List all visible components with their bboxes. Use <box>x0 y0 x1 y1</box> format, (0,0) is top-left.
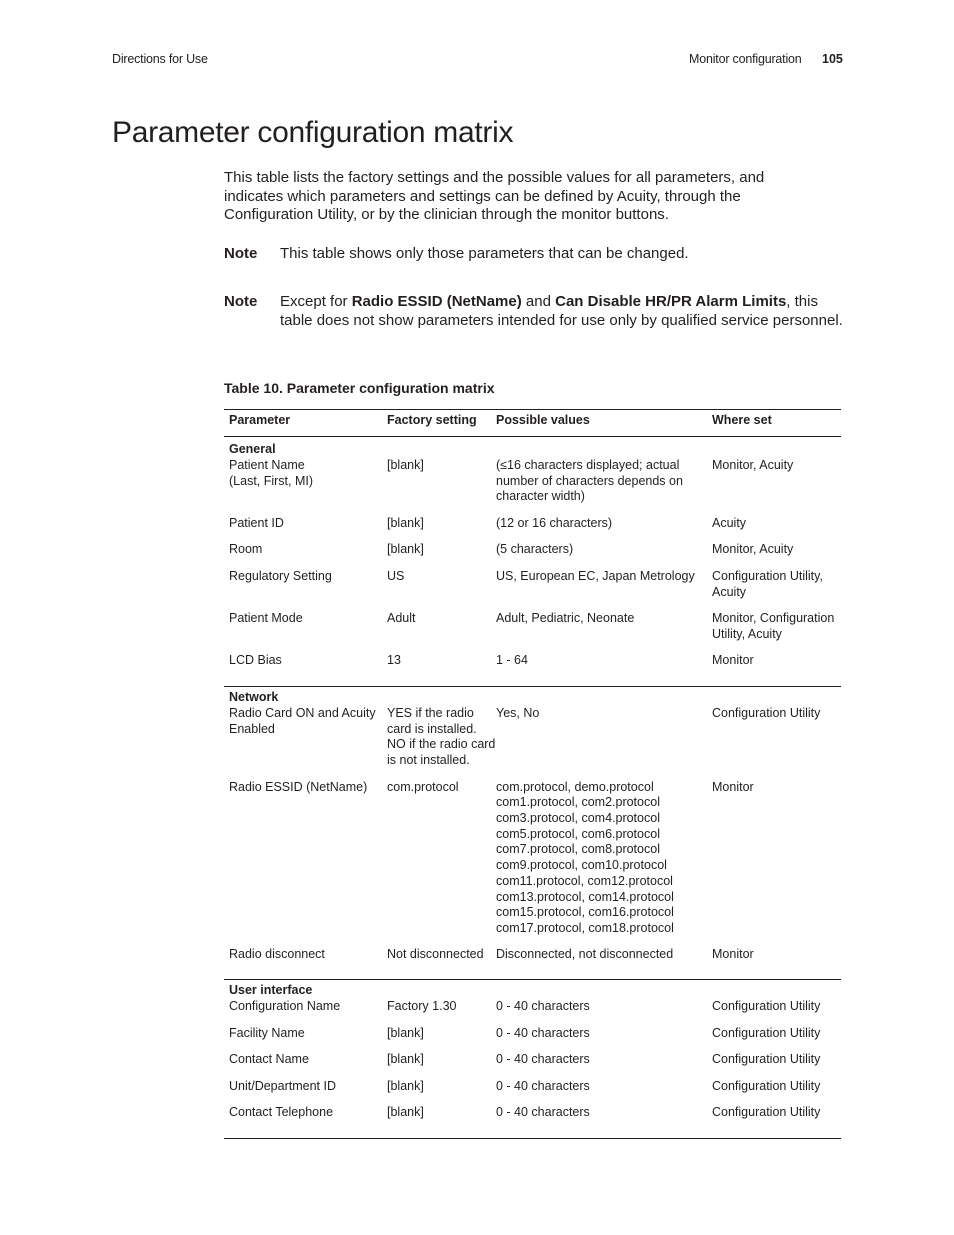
running-header-left: Directions for Use <box>112 52 208 66</box>
parameter-cell: Contact Telephone <box>229 1105 334 1119</box>
table-row <box>224 516 841 543</box>
table-row <box>224 1105 841 1132</box>
table-row <box>224 1079 841 1106</box>
column-header: Where set <box>712 413 772 427</box>
parameter-cell: LCD Bias <box>229 653 282 668</box>
where-set-cell: Configuration Utility <box>712 1052 821 1066</box>
parameter-cell: Unit/Department ID <box>229 1078 336 1093</box>
note-text-part: , this table does not show parameters intended for use only by qualified service personnel. <box>280 293 843 329</box>
factory-setting-cell: [blank] <box>387 1105 424 1119</box>
factory-setting-cell: [blank] <box>387 515 424 530</box>
table-caption: Table 10. Parameter configuration matrix <box>224 380 495 396</box>
where-set-cell: Configuration Utility <box>712 999 821 1013</box>
running-header-section: Monitor configuration <box>689 52 802 66</box>
possible-values-cell: (≤16 characters displayed; actual number of characters depends on character width) <box>496 458 683 504</box>
parameter-cell: Contact Name <box>229 1052 309 1066</box>
possible-values-cell: (5 characters) <box>496 542 574 557</box>
possible-values-cell: 0 - 40 characters <box>496 1025 590 1040</box>
column-header: Parameter <box>229 413 291 427</box>
possible-values-cell: com.protocol, demo.protocol com1.protocol, com2.protocol com3.protocol, com4.protocol com5.protocol, com6.protocol com7.protocol, com8.protocol com9.protocol, com10.protocol com11.protocol, com12.protocol com13.protocol, com14.protocol com15.protocol, com16.protocol com17.protocol, com18.protocol <box>496 779 674 935</box>
table-row <box>224 1052 841 1079</box>
where-set-cell: Configuration Utility <box>712 1025 821 1040</box>
note-bold-term: Can Disable HR/PR Alarm Limits <box>555 293 787 310</box>
parameter-cell: Configuration Name <box>229 999 341 1013</box>
possible-values-cell: Yes, No <box>496 706 540 720</box>
possible-values-cell: 0 - 40 characters <box>496 1052 590 1066</box>
possible-values-cell: US, European EC, Japan Metrology <box>496 568 695 583</box>
factory-setting-cell: com.protocol <box>387 779 459 794</box>
table-header-row <box>224 410 841 437</box>
parameter-cell: Patient Name (Last, First, MI) <box>229 458 314 488</box>
table-row <box>224 706 841 780</box>
possible-values-cell: 0 - 40 characters <box>496 1078 590 1093</box>
table-section <box>224 687 841 980</box>
factory-setting-cell: [blank] <box>387 458 424 472</box>
table-section <box>224 439 841 687</box>
where-set-cell: Configuration Utility, Acuity <box>712 568 823 599</box>
note-text: This table shows only those parameters that can be changed. <box>280 245 689 262</box>
column-header: Possible values <box>496 413 590 427</box>
column-header: Factory setting <box>387 413 477 427</box>
table-row <box>224 542 841 569</box>
where-set-cell: Configuration Utility <box>712 1105 821 1119</box>
table-row <box>224 569 841 611</box>
section-title: User interface <box>229 983 313 997</box>
table-row <box>224 780 841 948</box>
where-set-cell: Monitor, Acuity <box>712 542 794 557</box>
where-set-cell: Monitor <box>712 947 754 962</box>
parameter-cell: Radio ESSID (NetName) <box>229 779 368 794</box>
table-row <box>224 611 841 653</box>
factory-setting-cell: [blank] <box>387 542 424 557</box>
where-set-cell: Monitor <box>712 779 754 794</box>
parameter-table <box>224 409 841 1139</box>
table-row <box>224 999 841 1026</box>
note-text-part: Except for <box>280 293 352 310</box>
table-row <box>224 458 841 516</box>
factory-setting-cell: US <box>387 568 405 583</box>
possible-values-cell: Disconnected, not disconnected <box>496 947 674 962</box>
parameter-cell: Radio Card ON and Acuity Enabled <box>229 706 376 736</box>
note-text <box>280 293 844 330</box>
possible-values-cell: 0 - 40 characters <box>496 999 590 1013</box>
where-set-cell: Configuration Utility <box>712 1078 821 1093</box>
where-set-cell: Acuity <box>712 515 747 530</box>
factory-setting-cell: [blank] <box>387 1025 424 1040</box>
note-label: Note <box>224 245 258 262</box>
parameter-cell: Facility Name <box>229 1025 305 1040</box>
parameter-cell: Room <box>229 542 263 557</box>
note-label: Note <box>224 293 258 310</box>
where-set-cell: Configuration Utility <box>712 706 821 720</box>
factory-setting-cell: 13 <box>387 653 401 668</box>
intro-paragraph: This table lists the factory settings and the possible values for all parameters, and indicates which parameters and settings can be defined by Acuity, through the Configuration Utility, or by the clinician through the monitor buttons. <box>224 169 765 223</box>
note-bold-term: Radio ESSID (NetName) <box>351 293 522 310</box>
table-row <box>224 947 841 974</box>
table-row <box>224 653 841 680</box>
possible-values-cell: 0 - 40 characters <box>496 1105 590 1119</box>
factory-setting-cell: [blank] <box>387 1078 424 1093</box>
possible-values-cell: Adult, Pediatric, Neonate <box>496 611 635 626</box>
page-title: Parameter configuration matrix <box>112 116 514 149</box>
where-set-cell: Monitor, Configuration Utility, Acuity <box>712 611 835 641</box>
section-title: General <box>229 442 276 456</box>
where-set-cell: Monitor <box>712 653 754 668</box>
possible-values-cell: 1 - 64 <box>496 653 528 668</box>
possible-values-cell: (12 or 16 characters) <box>496 515 613 530</box>
section-title: Network <box>229 690 279 704</box>
note-1 <box>224 245 844 264</box>
note-2 <box>224 293 844 330</box>
parameter-cell: Patient ID <box>229 515 284 530</box>
factory-setting-cell: Factory 1.30 <box>387 999 457 1013</box>
where-set-cell: Monitor, Acuity <box>712 458 794 472</box>
factory-setting-cell: Adult <box>387 611 416 626</box>
parameter-cell: Radio disconnect <box>229 947 325 962</box>
parameter-cell: Patient Mode <box>229 611 303 626</box>
note-text-part: and <box>521 293 556 310</box>
table-row <box>224 1026 841 1053</box>
page-number: 105 <box>822 52 843 66</box>
parameter-cell: Regulatory Setting <box>229 568 332 583</box>
factory-setting-cell: YES if the radio card is installed. NO if the radio card is not installed. <box>387 706 496 768</box>
factory-setting-cell: Not disconnected <box>387 947 484 962</box>
factory-setting-cell: [blank] <box>387 1052 424 1066</box>
table-section <box>224 980 841 1139</box>
